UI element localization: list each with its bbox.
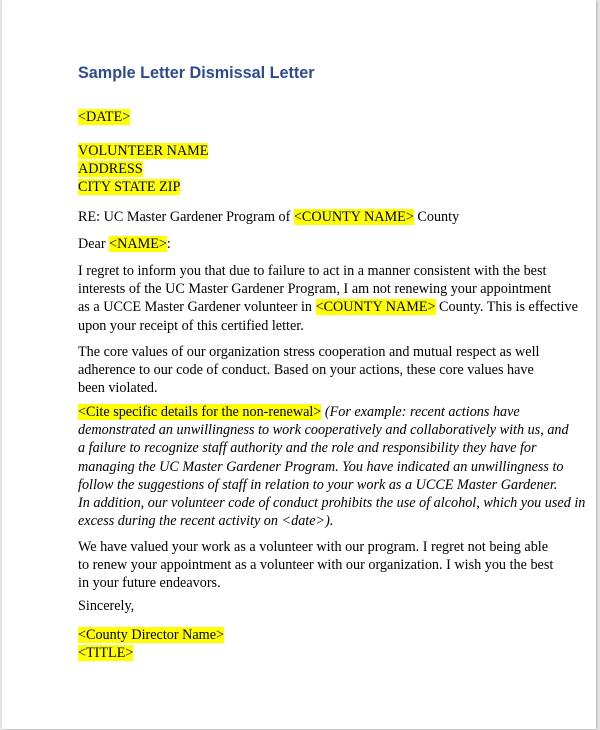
county-name-placeholder: <COUNTY NAME> — [315, 299, 436, 316]
signature-block — [78, 626, 540, 662]
document-title: Sample Letter Dismissal Letter — [78, 64, 315, 82]
paragraph-2: The core values of our organization stress cooperation and mutual respect as well adherence to our code of conduct. Based on your actions, these core values have been violated. — [78, 344, 540, 397]
recipient-address — [78, 142, 540, 197]
salutation: Dear <NAME>: — [78, 236, 171, 252]
date-placeholder: <DATE> — [78, 109, 131, 125]
title-placeholder: <TITLE> — [78, 645, 134, 662]
volunteer-name-placeholder: VOLUNTEER NAME — [78, 143, 209, 159]
re-line: RE: UC Master Gardener Program of <COUNTY NAME> County — [78, 209, 460, 225]
address-placeholder: ADDRESS — [78, 161, 143, 178]
county-name-placeholder: <COUNTY NAME> — [293, 209, 414, 225]
paragraph-3: <Cite specific details for the non-renewal> (For example: recent actions have demonstrated an unwillingness to work cooperatively and collaboratively with us, and a failure to recognize staff authority and the role and responsibility they have for managing the UC Master Gardener Program. You have indicated an unwillingness to follow the suggestions of staff in relation to your work as a UCCE Master Gardener. In addition, our volunteer code of conduct prohibits the use of alcohol, which you used in excess during the recent activity on <date>). — [78, 404, 586, 530]
closing: Sincerely, — [78, 598, 135, 614]
cite-details-placeholder: <Cite specific details for the non-renewal> — [78, 404, 322, 420]
county-director-name-placeholder: <County Director Name> — [78, 627, 225, 643]
name-placeholder: <NAME> — [109, 236, 167, 252]
paragraph-1: I regret to inform you that due to failure to act in a manner consistent with the best interests of the UC Master Gardener Program, I am not renewing your appointment as a UCCE Master Gardener volunteer in <COUNTY NAME> County. This is effective upon your receipt of this certified letter. — [78, 263, 578, 334]
city-state-zip-placeholder: CITY STATE ZIP — [78, 179, 181, 196]
paragraph-4: We have valued your work as a volunteer with our program. I regret not being able to renew your appointment as a volunteer with our organization. I wish you the best in your future endeavors. — [78, 539, 554, 592]
date-line — [78, 108, 540, 126]
letter-page — [2, 0, 596, 729]
